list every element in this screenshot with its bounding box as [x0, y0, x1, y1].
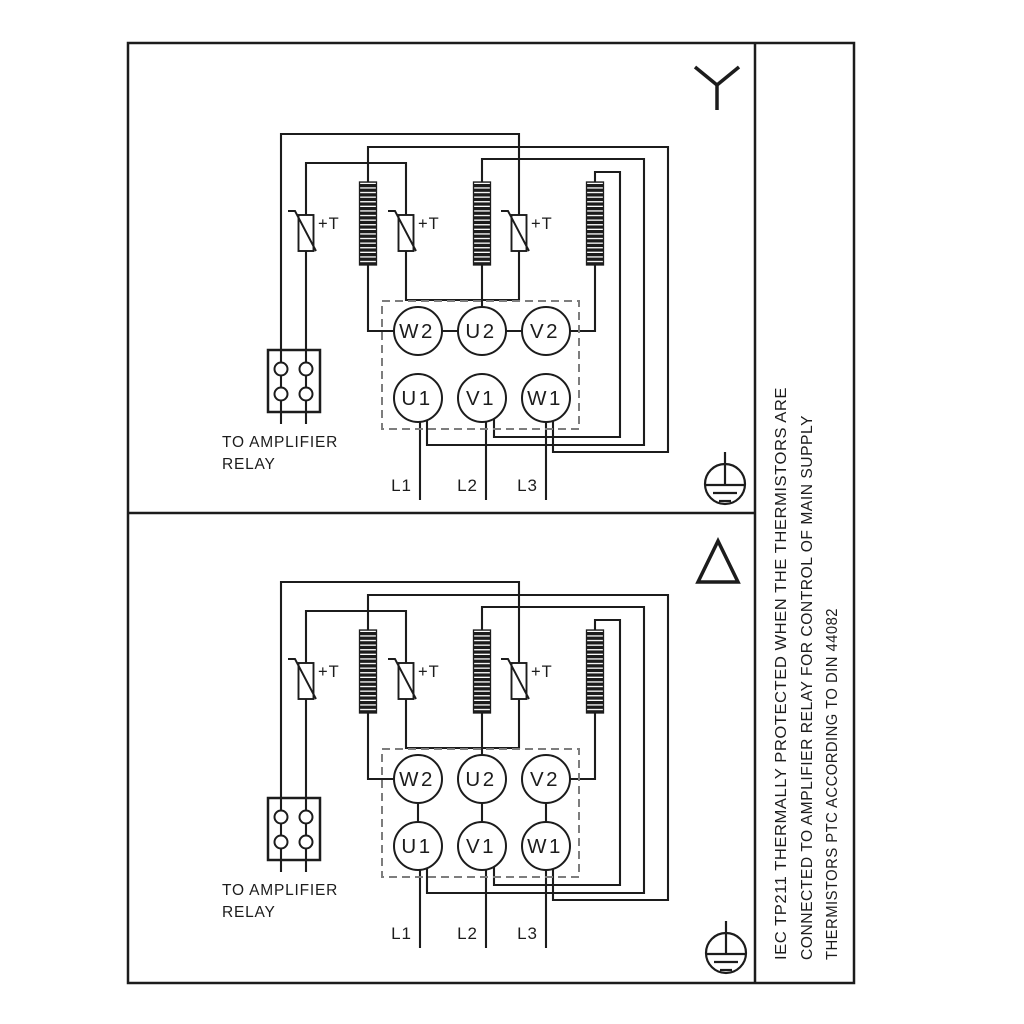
star-y-icon — [695, 67, 739, 110]
sidebar-note-line2: CONNECTED TO AMPLIFIER RELAY FOR CONTROL OF MAIN SUPPLY — [799, 420, 816, 960]
star-panel — [222, 67, 745, 504]
sidebar-note — [773, 387, 841, 960]
ground-symbol-bottom — [706, 921, 746, 973]
sidebar-note-line1: IEC TP211 THERMALLY PROTECTED WHEN THE THERMISTORS ARE — [773, 424, 790, 960]
delta-triangle-icon — [698, 541, 738, 582]
delta-panel — [222, 541, 746, 973]
ground-symbol-top — [705, 452, 745, 504]
sidebar-note-line3: THERMISTORS PTC ACCORDING TO DIN 44082 — [824, 591, 841, 960]
